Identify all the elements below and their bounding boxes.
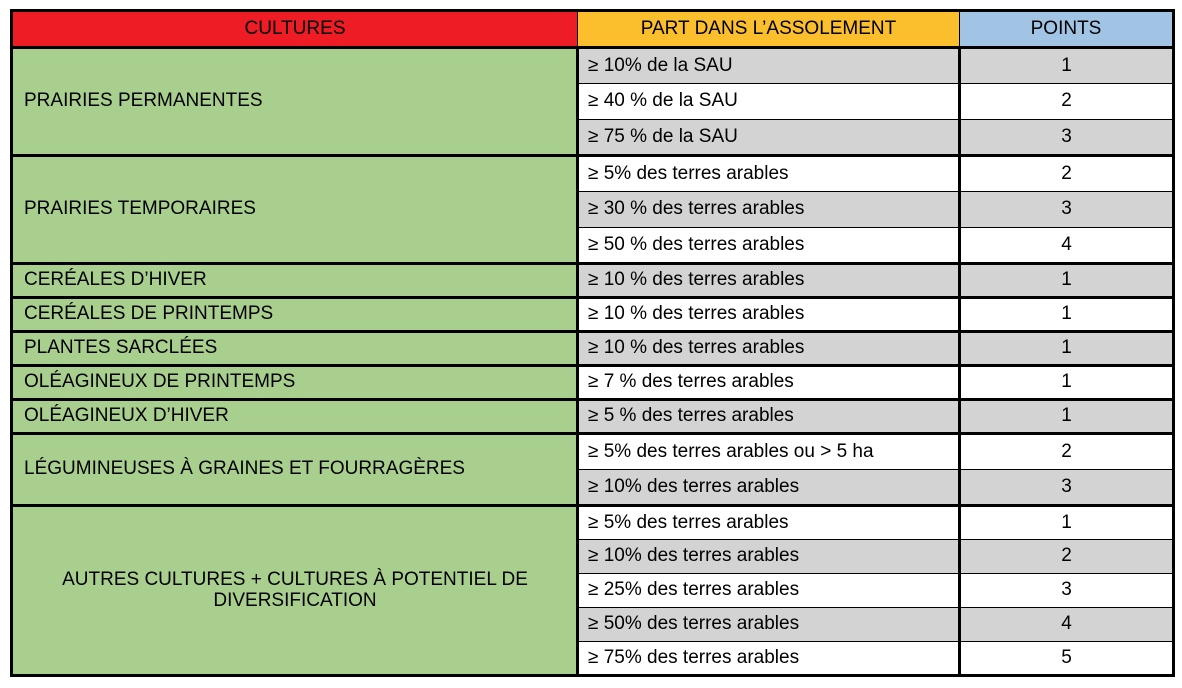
points-cell: 3 <box>960 574 1174 608</box>
crop-points-table <box>10 9 1175 677</box>
table-wrapper <box>10 9 1175 677</box>
part-cell: ≥ 10% des terres arables <box>578 540 960 574</box>
points-cell: 2 <box>960 84 1174 120</box>
points-cell: 1 <box>960 48 1174 84</box>
culture-cell: PRAIRIES TEMPORAIRES <box>12 156 578 264</box>
table-row <box>12 434 1174 470</box>
points-cell: 1 <box>960 366 1174 400</box>
culture-cell: CERÉALES DE PRINTEMPS <box>12 298 578 332</box>
table-body <box>12 48 1174 676</box>
header-points: POINTS <box>960 11 1174 48</box>
points-cell: 4 <box>960 228 1174 264</box>
part-cell: ≥ 5% des terres arables <box>578 156 960 192</box>
table-row <box>12 506 1174 540</box>
part-cell: ≥ 5 % des terres arables <box>578 400 960 434</box>
part-cell: ≥ 75 % de la SAU <box>578 120 960 156</box>
culture-cell: CERÉALES D’HIVER <box>12 264 578 298</box>
culture-cell: PRAIRIES PERMANENTES <box>12 48 578 156</box>
points-cell: 5 <box>960 642 1174 676</box>
part-cell: ≥ 50 % des terres arables <box>578 228 960 264</box>
culture-cell: OLÉAGINEUX DE PRINTEMPS <box>12 366 578 400</box>
points-cell: 3 <box>960 470 1174 506</box>
part-cell: ≥ 25% des terres arables <box>578 574 960 608</box>
part-cell: ≥ 10 % des terres arables <box>578 332 960 366</box>
points-cell: 1 <box>960 400 1174 434</box>
points-cell: 4 <box>960 608 1174 642</box>
points-cell: 3 <box>960 120 1174 156</box>
part-cell: ≥ 10 % des terres arables <box>578 298 960 332</box>
part-cell: ≥ 5% des terres arables <box>578 506 960 540</box>
part-cell: ≥ 5% des terres arables ou > 5 ha <box>578 434 960 470</box>
culture-cell: AUTRES CULTURES + CULTURES À POTENTIEL DE DIVERSIFICATION <box>12 506 578 676</box>
table-row <box>12 366 1174 400</box>
points-cell: 1 <box>960 332 1174 366</box>
part-cell: ≥ 30 % des terres arables <box>578 192 960 228</box>
part-cell: ≥ 50% des terres arables <box>578 608 960 642</box>
part-cell: ≥ 7 % des terres arables <box>578 366 960 400</box>
header-cultures: CULTURES <box>12 11 578 48</box>
points-cell: 2 <box>960 156 1174 192</box>
points-cell: 1 <box>960 264 1174 298</box>
table-row <box>12 400 1174 434</box>
table-row <box>12 48 1174 84</box>
header-part: PART DANS L’ASSOLEMENT <box>578 11 960 48</box>
part-cell: ≥ 75% des terres arables <box>578 642 960 676</box>
part-cell: ≥ 10% des terres arables <box>578 470 960 506</box>
part-cell: ≥ 10 % des terres arables <box>578 264 960 298</box>
part-cell: ≥ 40 % de la SAU <box>578 84 960 120</box>
header-row <box>12 11 1174 48</box>
points-cell: 2 <box>960 540 1174 574</box>
culture-cell: PLANTES SARCLÉES <box>12 332 578 366</box>
points-cell: 1 <box>960 506 1174 540</box>
culture-cell: LÉGUMINEUSES À GRAINES ET FOURRAGÈRES <box>12 434 578 506</box>
part-cell: ≥ 10% de la SAU <box>578 48 960 84</box>
points-cell: 2 <box>960 434 1174 470</box>
table-row <box>12 298 1174 332</box>
table-row <box>12 156 1174 192</box>
points-cell: 1 <box>960 298 1174 332</box>
points-cell: 3 <box>960 192 1174 228</box>
table-row <box>12 332 1174 366</box>
table-row <box>12 264 1174 298</box>
culture-cell: OLÉAGINEUX D’HIVER <box>12 400 578 434</box>
